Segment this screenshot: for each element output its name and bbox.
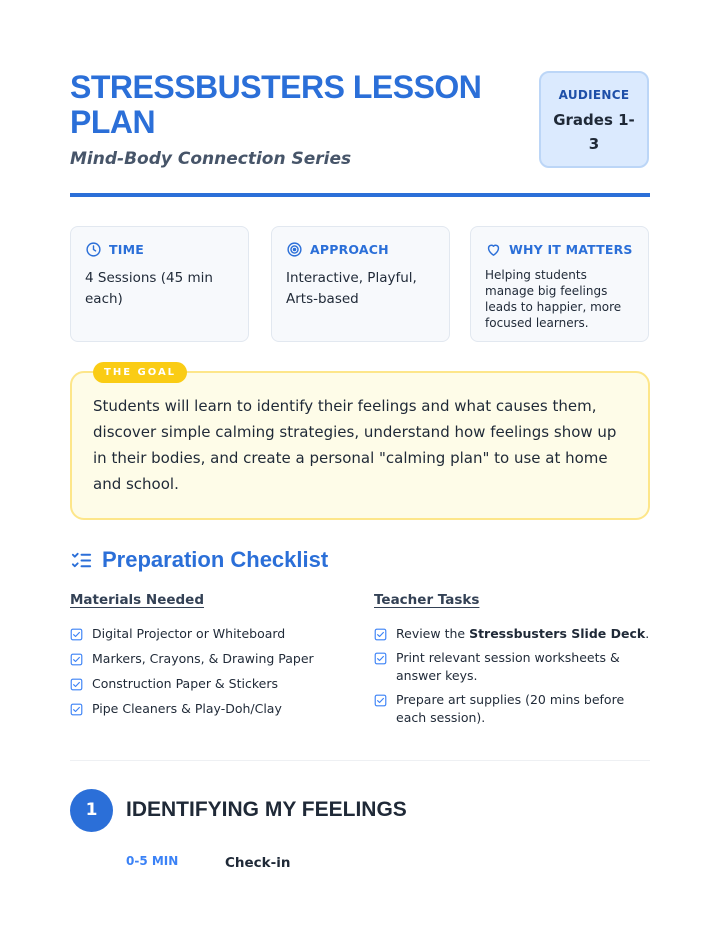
task-text: Prepare art supplies (20 mins before each session). <box>396 692 625 725</box>
why-card-text: Helping students manage big feelings leads to happier, more focused learners. <box>485 268 622 330</box>
checklist-icon <box>70 549 93 572</box>
materials-heading: Materials Needed <box>70 592 205 608</box>
clock-icon <box>85 241 102 258</box>
approach-card <box>271 226 450 342</box>
material-text: Pipe Cleaners & Play-Doh/Clay <box>92 701 282 716</box>
audience-label: AUDIENCE <box>558 88 630 102</box>
approach-card-label: APPROACH <box>310 242 389 257</box>
session-time: 0-5 MIN <box>126 854 179 868</box>
section-divider <box>70 760 650 761</box>
checkbox-checked-icon <box>374 652 387 665</box>
materials-list <box>70 625 360 718</box>
why-card <box>470 226 649 342</box>
checkbox-checked-icon <box>70 703 83 716</box>
checklist-heading <box>70 547 328 573</box>
task-text-suffix: . <box>645 626 650 641</box>
list-item <box>70 625 360 643</box>
list-item <box>374 691 650 727</box>
session-number: 1 <box>70 789 113 832</box>
list-item <box>70 650 360 668</box>
tasks-list <box>374 625 650 727</box>
why-card-label: WHY IT MATTERS <box>509 242 633 257</box>
time-card-text: 4 Sessions (45 min each) <box>85 270 213 307</box>
material-text: Construction Paper & Stickers <box>92 676 278 691</box>
checkbox-checked-icon <box>374 694 387 707</box>
task-text: Review the <box>396 626 470 641</box>
goal-badge: THE GOAL <box>93 362 187 383</box>
goal-text: Students will learn to identify their feelings and what causes them, discover simple calming strategies, understand how feelings show up in their bodies, and create a personal "calming plan" to use at home and school. <box>93 397 617 493</box>
title-divider <box>70 193 650 197</box>
heart-icon <box>485 241 502 258</box>
checkbox-checked-icon <box>70 678 83 691</box>
time-card <box>70 226 249 342</box>
checkbox-checked-icon <box>70 653 83 666</box>
page-title: STRESSBUSTERS LESSON PLAN <box>70 69 482 140</box>
session-activity: Check-in <box>225 855 291 871</box>
list-item <box>374 625 650 643</box>
audience-box <box>539 71 649 168</box>
list-item <box>70 675 360 693</box>
time-card-label: TIME <box>109 242 144 257</box>
list-item <box>70 700 360 718</box>
checkbox-checked-icon <box>374 628 387 641</box>
tasks-heading: Teacher Tasks <box>374 592 480 608</box>
checklist-title: Preparation Checklist <box>102 547 329 572</box>
page-subtitle: Mind-Body Connection Series <box>70 149 352 169</box>
checkbox-checked-icon <box>70 628 83 641</box>
list-item <box>374 649 650 685</box>
slide-deck-name: Stressbusters Slide Deck <box>469 626 646 641</box>
material-text: Digital Projector or Whiteboard <box>92 626 286 641</box>
target-icon <box>286 241 303 258</box>
approach-card-text: Interactive, Playful, Arts-based <box>286 270 417 307</box>
audience-value: Grades 1-3 <box>553 111 635 153</box>
task-text: Print relevant session worksheets & answer keys. <box>396 650 620 683</box>
session-title: IDENTIFYING MY FEELINGS <box>126 798 407 821</box>
material-text: Markers, Crayons, & Drawing Paper <box>92 651 314 666</box>
